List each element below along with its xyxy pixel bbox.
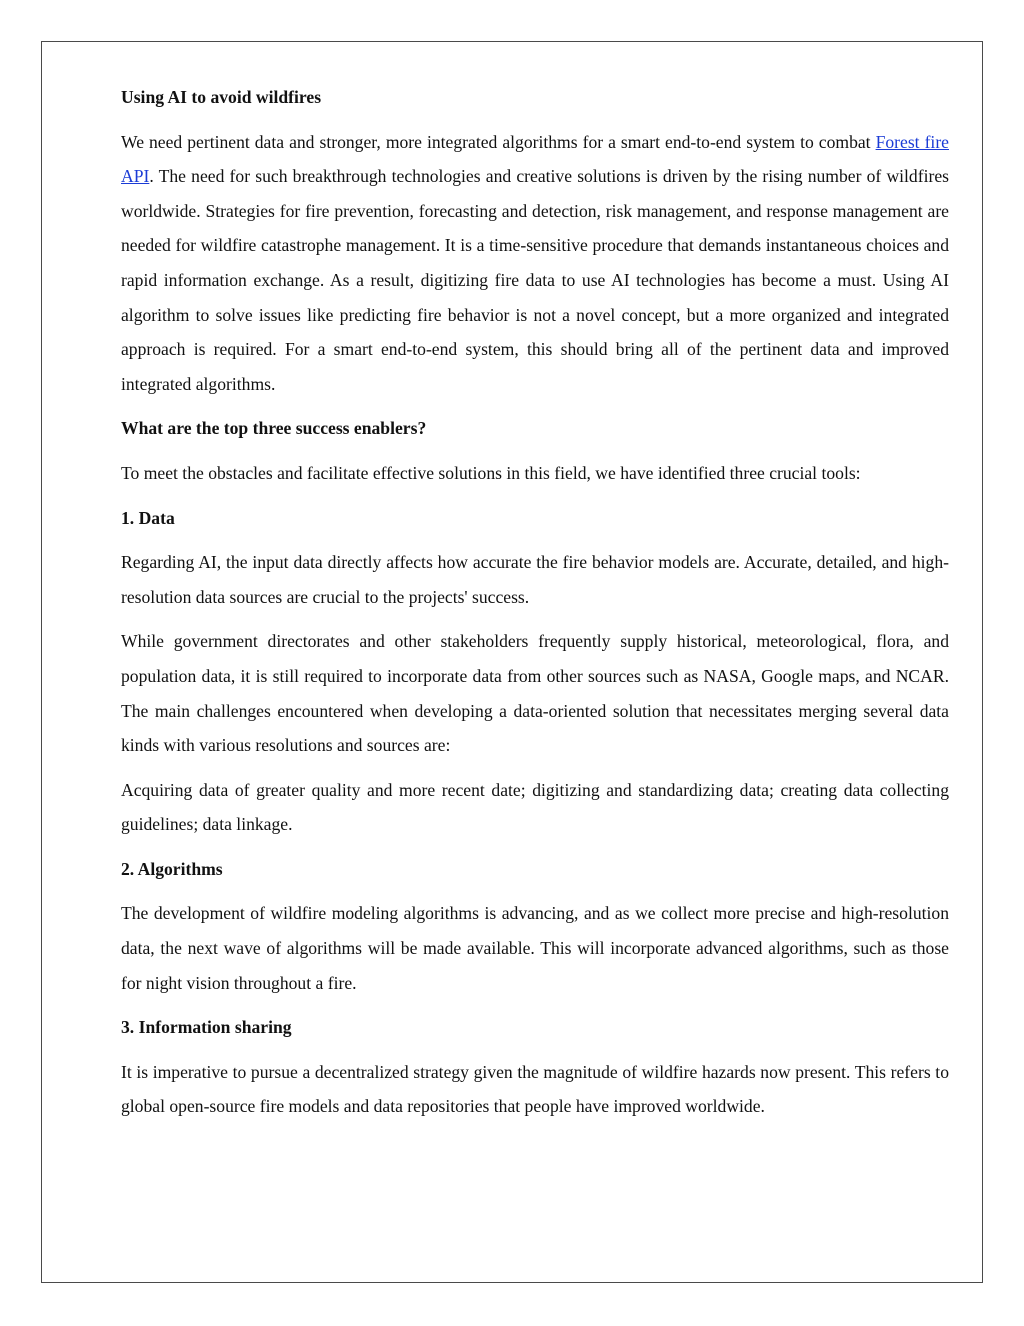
data-paragraph-2: While government directorates and other stakeholders frequently supply historical, meteorological, flora, and population data, it is still required to incorporate data from other sources such as NASA, Google maps, and NCAR. The main challenges encountered when developing a data-oriented solution that necessitates merging several data kinds with various resolutions and sources are: [121, 631, 949, 756]
section-heading-algorithms: 2. Algorithms [121, 858, 223, 879]
document-body [121, 80, 949, 1134]
section-heading-data: 1. Data [121, 507, 175, 528]
intro-text-before-link: We need pertinent data and stronger, more integrated algorithms for a smart end-to-end system to combat [121, 131, 876, 152]
algorithms-paragraph: The development of wildfire modeling algorithms is advancing, and as we collect more precise and high-resolution data, the next wave of algorithms will be made available. This will incorporate advanced algorithms, such as those for night vision throughout a fire. [121, 903, 949, 993]
section-heading-using-ai: Using AI to avoid wildfires [121, 87, 322, 107]
section-heading-success-enablers: What are the top three success enablers? [121, 418, 427, 439]
data-paragraph-3: Acquiring data of greater quality and more recent date; digitizing and standardizing data; creating data collecting guidelines; data linkage. [121, 779, 949, 835]
intro-text-after-link: . The need for such breakthrough technologies and creative solutions is driven by the rising number of wildfires worldwide. Strategies for fire prevention, forecasting and detection, risk management, and response management are needed for wildfire catastrophe management. It is a time-sensitive procedure that demands instantaneous choices and rapid information exchange. As a result, digitizing fire data to use AI technologies has become a must. Using AI algorithm to solve issues like predicting fire behavior is not a novel concept, but a more organized and integrated approach is required. For a smart end-to-end system, this should bring all of the pertinent data and improved integrated algorithms. [121, 166, 949, 394]
intro-paragraph [121, 125, 949, 402]
forest-fire-api-link[interactable]: Forest fire API [121, 131, 949, 187]
data-paragraph-1: Regarding AI, the input data directly affects how accurate the fire behavior models are. Accurate, detailed, and high-resolution data sources are crucial to the projects' success. [121, 552, 949, 607]
information-sharing-paragraph: It is imperative to pursue a decentralized strategy given the magnitude of wildfire hazards now present. This refers to global open-source fire models and data repositories that people have improved worldwide. [121, 1061, 949, 1117]
section-heading-information-sharing: 3. Information sharing [121, 1017, 292, 1038]
enablers-paragraph: To meet the obstacles and facilitate effective solutions in this field, we have identified three crucial tools: [121, 462, 861, 483]
